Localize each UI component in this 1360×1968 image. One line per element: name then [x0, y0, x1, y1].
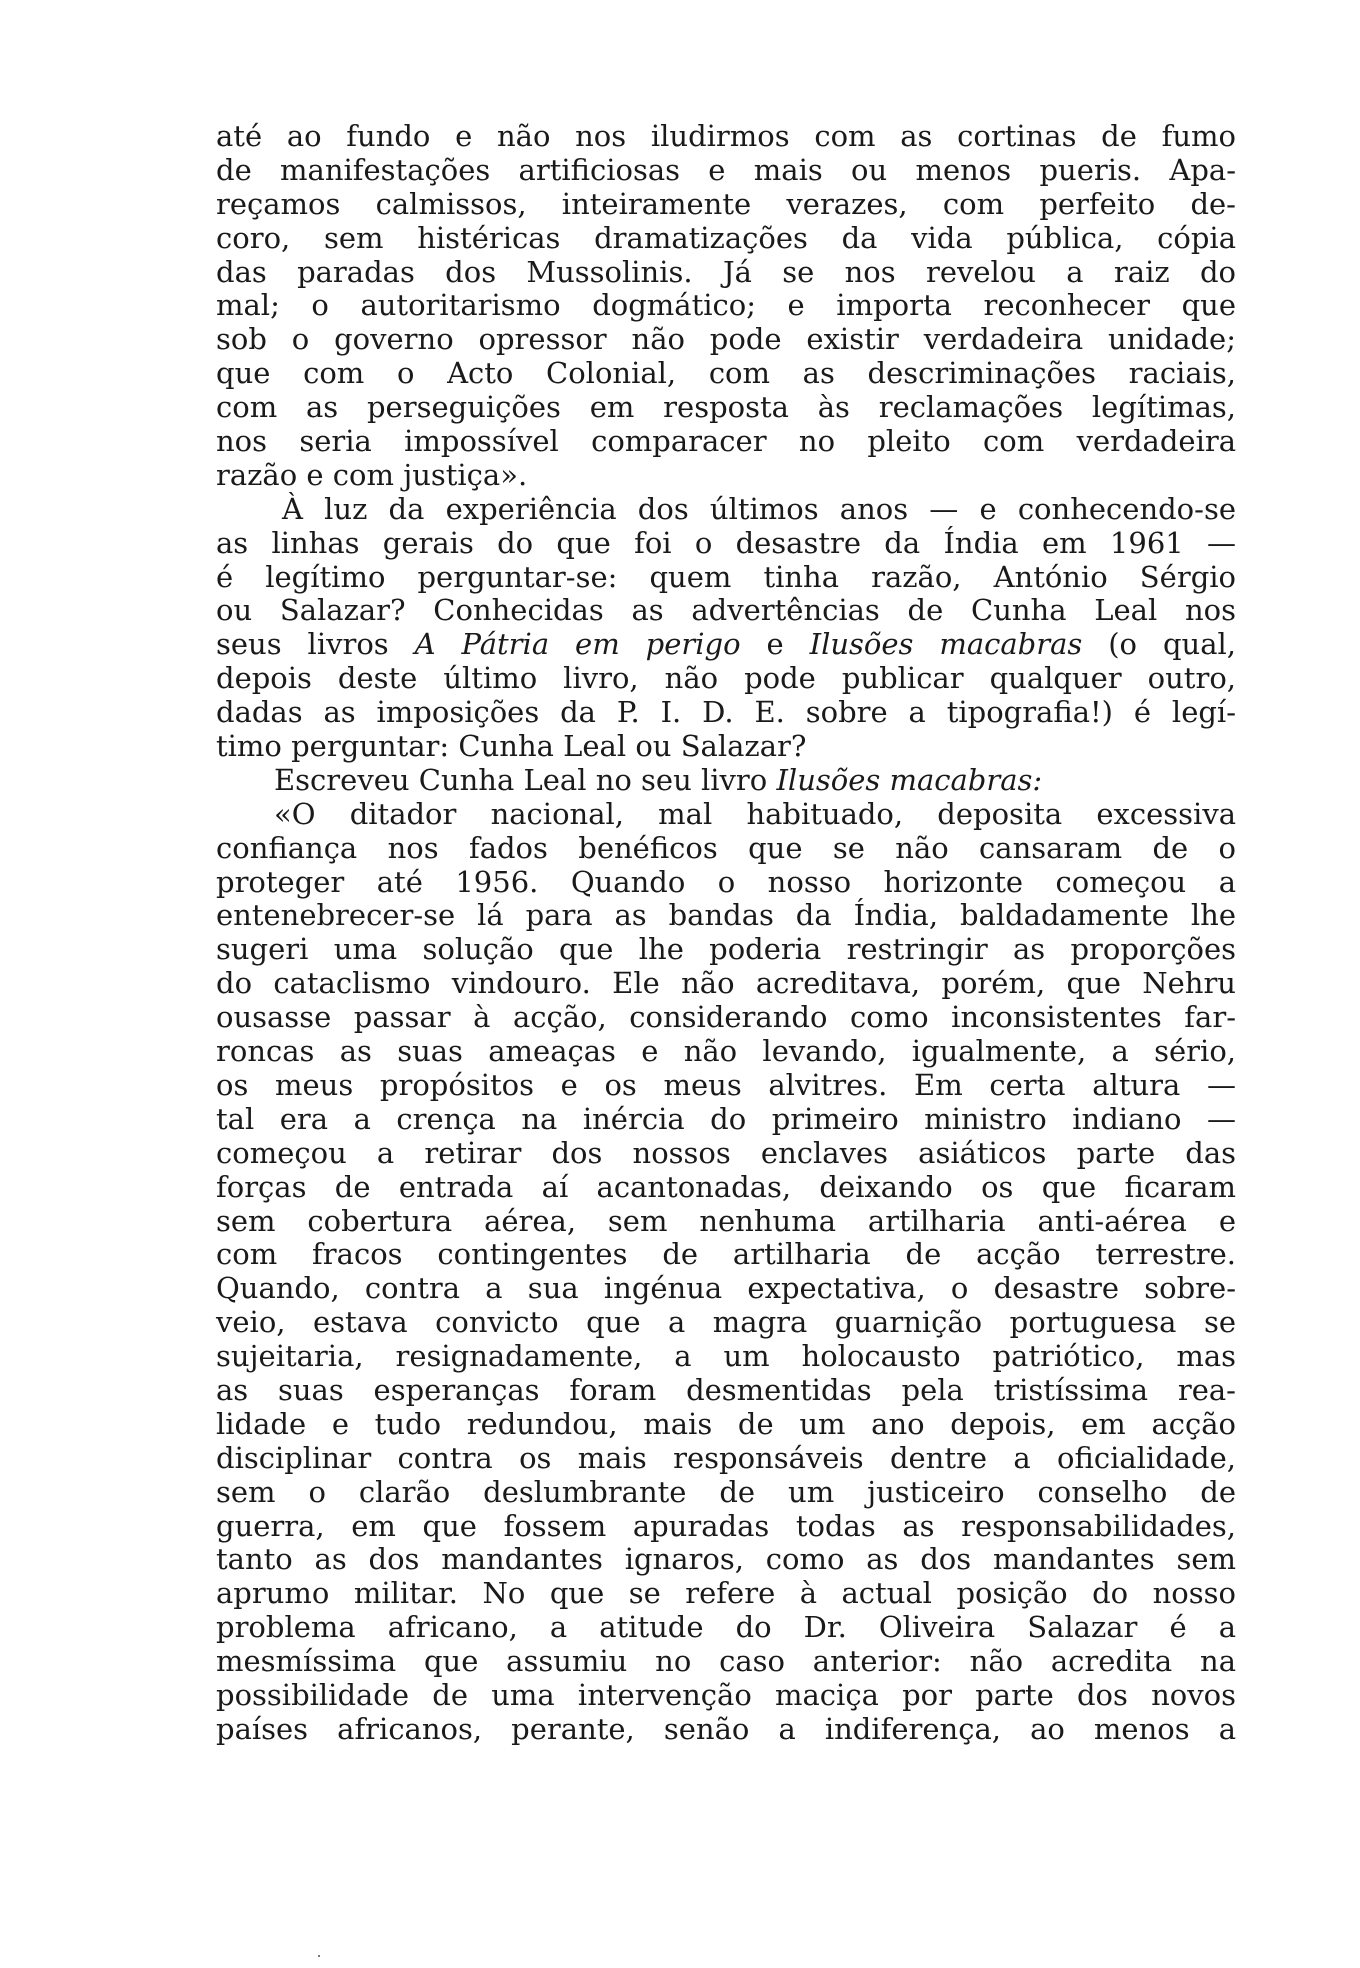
- text-line: sob o governo opressor não pode existir verdadeira unidade;: [216, 322, 1236, 357]
- book-title: Ilusões macabras:: [776, 762, 1043, 797]
- quote-line: tal era a crença na inércia do primeiro ministro indiano —: [216, 1101, 1236, 1136]
- text-line: ou Salazar? Conhecidas as advertências de Cunha Leal nos: [216, 593, 1236, 628]
- quote-line: Quando, contra a sua ingénua expectativa, o desastre sobre-: [216, 1271, 1236, 1306]
- quote-line: começou a retirar dos nossos enclaves asiáticos parte das: [216, 1135, 1236, 1170]
- quote-line: entenebrecer-se lá para as bandas da Índia, baldadamente lhe: [216, 898, 1236, 933]
- text-line: até ao fundo e não nos iludirmos com as cortinas de fumo: [216, 119, 1236, 153]
- text-line: das paradas dos Mussolinis. Já se nos revelou a raiz do: [216, 254, 1236, 289]
- text-line: depois deste último livro, não pode publicar qualquer outro,: [216, 661, 1236, 696]
- book-title: A Pátria em perigo: [414, 627, 741, 662]
- body-text: [216, 120, 1236, 1747]
- text-fragment: seus livros: [216, 627, 415, 662]
- quote-line: guerra, em que fossem apuradas todas as responsabilidades,: [216, 1508, 1236, 1543]
- quote-line: lidade e tudo redundou, mais de um ano depois, em acção: [216, 1406, 1236, 1441]
- text-line: as linhas gerais do que foi o desastre da Índia em 1961 —: [216, 525, 1236, 560]
- text-line: nos seria impossível comparacer no pleito com verdadeira: [216, 424, 1236, 459]
- quote-line: disciplinar contra os mais responsáveis dentre a oficialidade,: [216, 1440, 1236, 1475]
- scan-speck: [318, 1955, 320, 1957]
- text-line: timo perguntar: Cunha Leal ou Salazar?: [216, 729, 807, 764]
- text-fragment: e: [740, 627, 810, 662]
- text-line-with-title: [216, 764, 1236, 798]
- quote-line: tanto as dos mandantes ignaros, como as dos mandantes sem: [216, 1542, 1236, 1577]
- text-fragment: Escreveu Cunha Leal no seu livro: [274, 762, 777, 797]
- quote-line: veio, estava convicto que a magra guarnição portuguesa se: [216, 1305, 1236, 1340]
- text-line: razão e com justiça».: [216, 457, 528, 492]
- text-line: que com o Acto Colonial, com as descriminações raciais,: [216, 356, 1236, 391]
- quote-line: ousasse passar à acção, considerando como inconsistentes far-: [216, 1000, 1236, 1035]
- quote-line: com fracos contingentes de artilharia de acção terrestre.: [216, 1237, 1236, 1272]
- quote-line: proteger até 1956. Quando o nosso horizonte começou a: [216, 864, 1236, 899]
- quote-line: sem cobertura aérea, sem nenhuma artilharia anti-aérea e: [216, 1203, 1236, 1238]
- book-title: Ilusões macabras: [809, 627, 1083, 662]
- text-line: dadas as imposições da P. I. D. E. sobre a tipografia!) é legí-: [216, 695, 1236, 730]
- quote-line: mesmíssima que assumiu no caso anterior: não acredita na: [216, 1644, 1236, 1679]
- quote-line: roncas as suas ameaças e não levando, igualmente, a sério,: [216, 1034, 1236, 1069]
- quote-line: forças de entrada aí acantonadas, deixando os que ficaram: [216, 1169, 1236, 1204]
- text-line: é legítimo perguntar-se: quem tinha razão, António Sérgio: [216, 559, 1236, 594]
- text-line: reçamos calmissos, inteiramente verazes, com perfeito de-: [216, 186, 1236, 221]
- text-line: coro, sem histéricas dramatizações da vida pública, cópia: [216, 220, 1236, 255]
- quote-line: sugeri uma solução que lhe poderia restringir as proporções: [216, 932, 1236, 967]
- text-line: de manifestações artificiosas e mais ou menos pueris. Apa-: [216, 152, 1236, 187]
- quote-line: os meus propósitos e os meus alvitres. Em certa altura —: [216, 1067, 1236, 1102]
- quote-line: «O ditador nacional, mal habituado, deposita excessiva: [274, 796, 1236, 831]
- quote-line: problema africano, a atitude do Dr. Oliveira Salazar é a: [216, 1610, 1236, 1645]
- text-line: À luz da experiência dos últimos anos — e conhecendo-se: [282, 491, 1236, 526]
- quote-line: confiança nos fados benéficos que se não cansaram de o: [216, 830, 1236, 865]
- quote-line: sujeitaria, resignadamente, a um holocausto patriótico, mas: [216, 1339, 1236, 1374]
- quote-line: países africanos, perante, senão a indiferença, ao menos a: [216, 1711, 1236, 1746]
- text-line: com as perseguições em resposta às reclamações legítimas,: [216, 390, 1236, 425]
- quote-line: possibilidade de uma intervenção maciça por parte dos novos: [216, 1677, 1236, 1712]
- quote-line: do cataclismo vindouro. Ele não acreditava, porém, que Nehru: [216, 966, 1236, 1001]
- text-line-with-titles: [216, 628, 1236, 662]
- text-fragment: (o qual,: [1082, 627, 1236, 662]
- quote-line: aprumo militar. No que se refere à actual posição do nosso: [216, 1576, 1236, 1611]
- text-line: mal; o autoritarismo dogmático; e importa reconhecer que: [216, 288, 1236, 323]
- quote-line: sem o clarão deslumbrante de um justiceiro conselho de: [216, 1474, 1236, 1509]
- quote-line: as suas esperanças foram desmentidas pela tristíssima rea-: [216, 1372, 1236, 1407]
